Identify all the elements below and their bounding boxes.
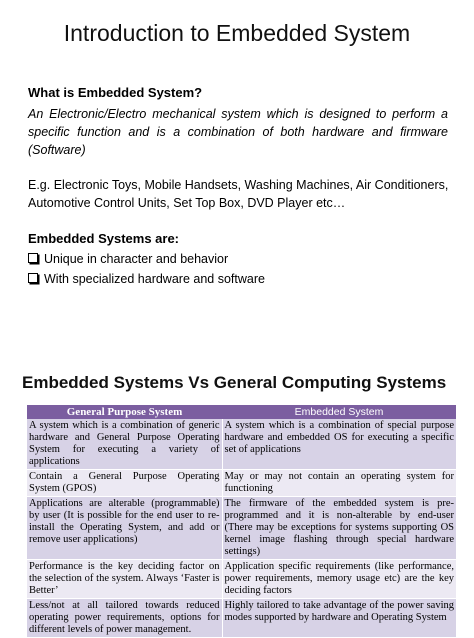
table-cell: The firmware of the embedded system is pre-programmed and it is non-alterable by end-user (There may be exceptions for systems supporting OS kernel image flashing through special hardware settings)	[222, 497, 456, 560]
bullet-text: Unique in character and behavior	[44, 252, 229, 266]
examples-paragraph: E.g. Electronic Toys, Mobile Handsets, Washing Machines, Air Conditioners, Automotive Control Units, Set Top Box, DVD Player etc…	[28, 178, 449, 210]
table-cell: A system which is a combination of special purpose hardware and embedded OS for executing a specific set of applications	[222, 419, 456, 470]
checkbox-bullet-icon	[28, 273, 38, 283]
table-cell: Contain a General Purpose Operating System (GPOS)	[27, 470, 222, 497]
table-cell: A system which is a combination of generic hardware and General Purpose Operating System for executing a variety of applications	[27, 419, 222, 470]
bullet-item	[28, 269, 265, 289]
column-header-general: General Purpose System	[27, 405, 222, 419]
bullet-item	[28, 249, 265, 269]
table-row	[27, 470, 456, 497]
bullet-text: With specialized hardware and software	[44, 272, 265, 286]
are-heading: Embedded Systems are:	[28, 231, 180, 246]
bullet-list	[28, 249, 265, 289]
table-cell: Highly tailored to take advantage of the power saving modes supported by hardware and Operating System	[222, 599, 456, 638]
table-cell: Performance is the key deciding factor on the selection of the system. Always ‘Faster is Better’	[27, 560, 222, 599]
table-cell: Less/not at all tailored towards reduced operating power requirements, options for different levels of power management.	[27, 599, 222, 638]
table-row	[27, 497, 456, 560]
table-row	[27, 560, 456, 599]
table-header-row	[27, 405, 456, 419]
table-cell: Application specific requirements (like performance, power requirements, memory usage etc) are the key deciding factors	[222, 560, 456, 599]
comparison-table	[27, 405, 456, 638]
checkbox-bullet-icon	[28, 253, 38, 263]
comparison-title: Embedded Systems Vs General Computing Systems	[22, 373, 447, 392]
what-heading: What is Embedded System?	[28, 85, 203, 100]
table-cell: Applications are alterable (programmable) by user (It is possible for the end user to re-install the Operating System, and add or remove user applications)	[27, 497, 222, 560]
table-row	[27, 419, 456, 470]
table-cell: May or may not contain an operating system for functioning	[222, 470, 456, 497]
intro-paragraph: An Electronic/Electro mechanical system which is designed to perform a specific function and is a combination of both hardware and firmware (Software)	[28, 107, 448, 157]
page-title: Introduction to Embedded System	[63, 20, 411, 46]
column-header-embedded: Embedded System	[222, 405, 456, 419]
